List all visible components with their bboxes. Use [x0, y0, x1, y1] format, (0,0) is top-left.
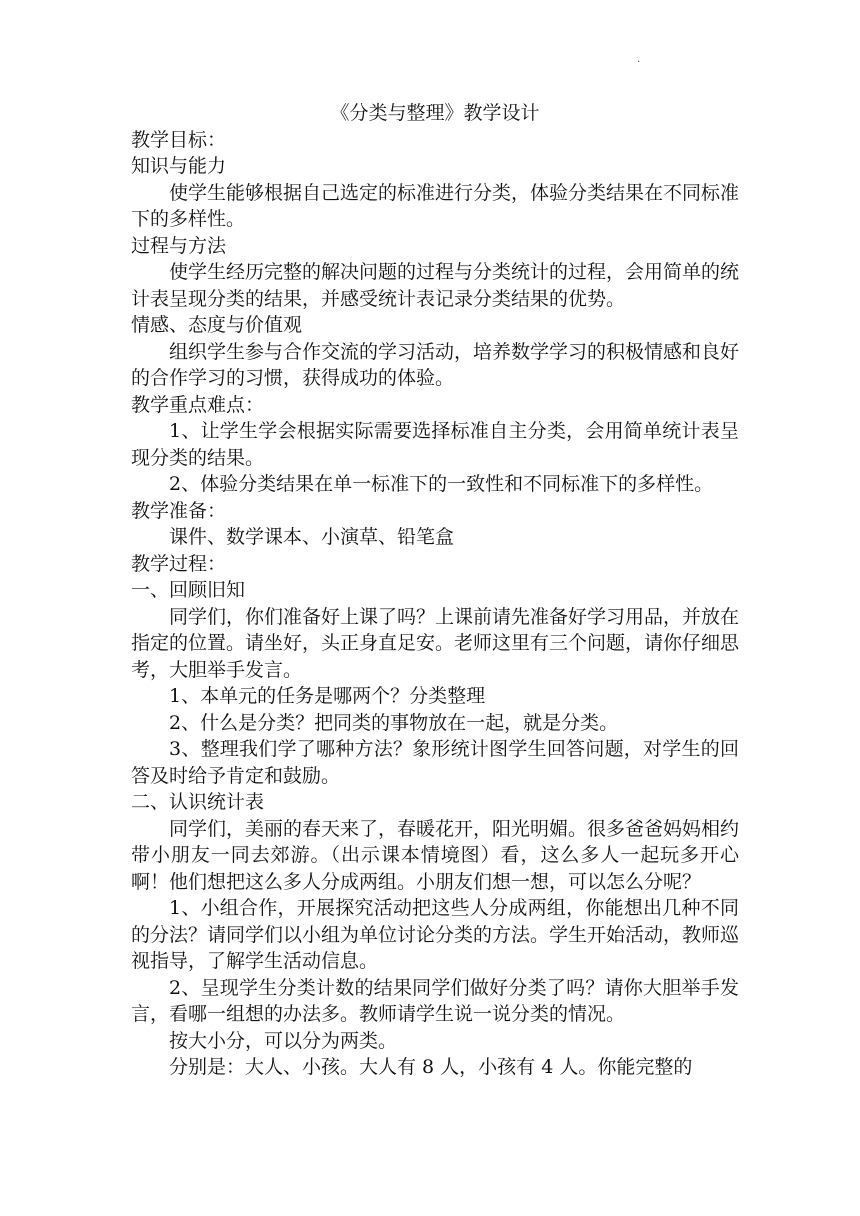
paragraph: 同学们，你们准备好上课了吗？上课前请先准备好学习用品，并放在指定的位置。请坐好，头正身直足安。老师这里有三个问题，请你仔细思考，大胆举手发言。 [131, 605, 740, 681]
section-heading: 教学准备： [131, 499, 227, 522]
paragraph: 2、呈现学生分类计数的结果同学们做好分类了吗？请你大胆举手发言，看哪一组想的办法多。教师请学生说一说分类的情况。 [131, 976, 739, 1025]
document-body [131, 127, 739, 1081]
document-title: 《分类与整理》教学设计 [330, 102, 540, 124]
paragraph: 组织学生参与合作交流的学习活动，培养数学学习的积极情感和良好的合作学习的习惯，获得成功的体验。 [131, 340, 740, 389]
paragraph: 按大小分，可以分为两类。 [169, 1029, 398, 1052]
paragraph: 2、什么是分类？把同类的事物放在一起，就是分类。 [169, 711, 619, 734]
paragraph: 同学们，美丽的春天来了，春暖花开，阳光明媚。很多爸爸妈妈相约带小朋友一同去郊游。（出示课本情境图）看，这么多人一起玩多开心啊！他们想把这么多人分成两组。小朋友们想一想，可以怎么分呢？ [131, 817, 740, 893]
section-heading: 情感、态度与价值观 [131, 314, 303, 336]
paragraph: 1、本单元的任务是哪两个？分类整理 [169, 685, 486, 707]
paragraph: 使学生经历完整的解决问题的过程与分类统计的过程，会用简单的统计表呈现分类的结果，并感受统计表记录分类结果的优势。 [131, 261, 740, 310]
section-heading: 二、认识统计表 [131, 791, 265, 813]
paragraph: 1、小组合作，开展探究活动把这些人分成两组，你能想出几种不同的分法？请同学们以小组为单位讨论分类的方法。学生开始活动，教师巡视指导，了解学生活动信息。 [131, 897, 740, 972]
section-heading: 教学过程： [131, 552, 227, 575]
section-heading: 教学目标： [131, 128, 227, 151]
paragraph: 分别是：大人、小孩。大人有 8 人，小孩有 4 人。你能完整的 [169, 1056, 693, 1078]
paragraph: 使学生能够根据自己选定的标准进行分类，体验分类结果在不同标准下的多样性。 [131, 181, 740, 230]
section-heading: 教学重点难点： [131, 393, 265, 416]
header-dot: . [637, 54, 641, 65]
section-heading: 一、回顾旧知 [131, 579, 246, 601]
section-heading: 知识与能力 [131, 155, 227, 177]
document-page [131, 100, 739, 1081]
paragraph: 1、让学生学会根据实际需要选择标准自主分类，会用简单统计表呈现分类的结果。 [131, 420, 739, 469]
section-heading: 过程与方法 [131, 234, 227, 257]
paragraph: 3、整理我们学了哪种方法？象形统计图学生回答问题，对学生的回答及时给予肯定和鼓励。 [131, 738, 739, 787]
paragraph: 课件、数学课本、小演草、铅笔盒 [169, 526, 455, 548]
paragraph: 2、体验分类结果在单一标准下的一致性和不同标准下的多样性。 [169, 473, 714, 495]
